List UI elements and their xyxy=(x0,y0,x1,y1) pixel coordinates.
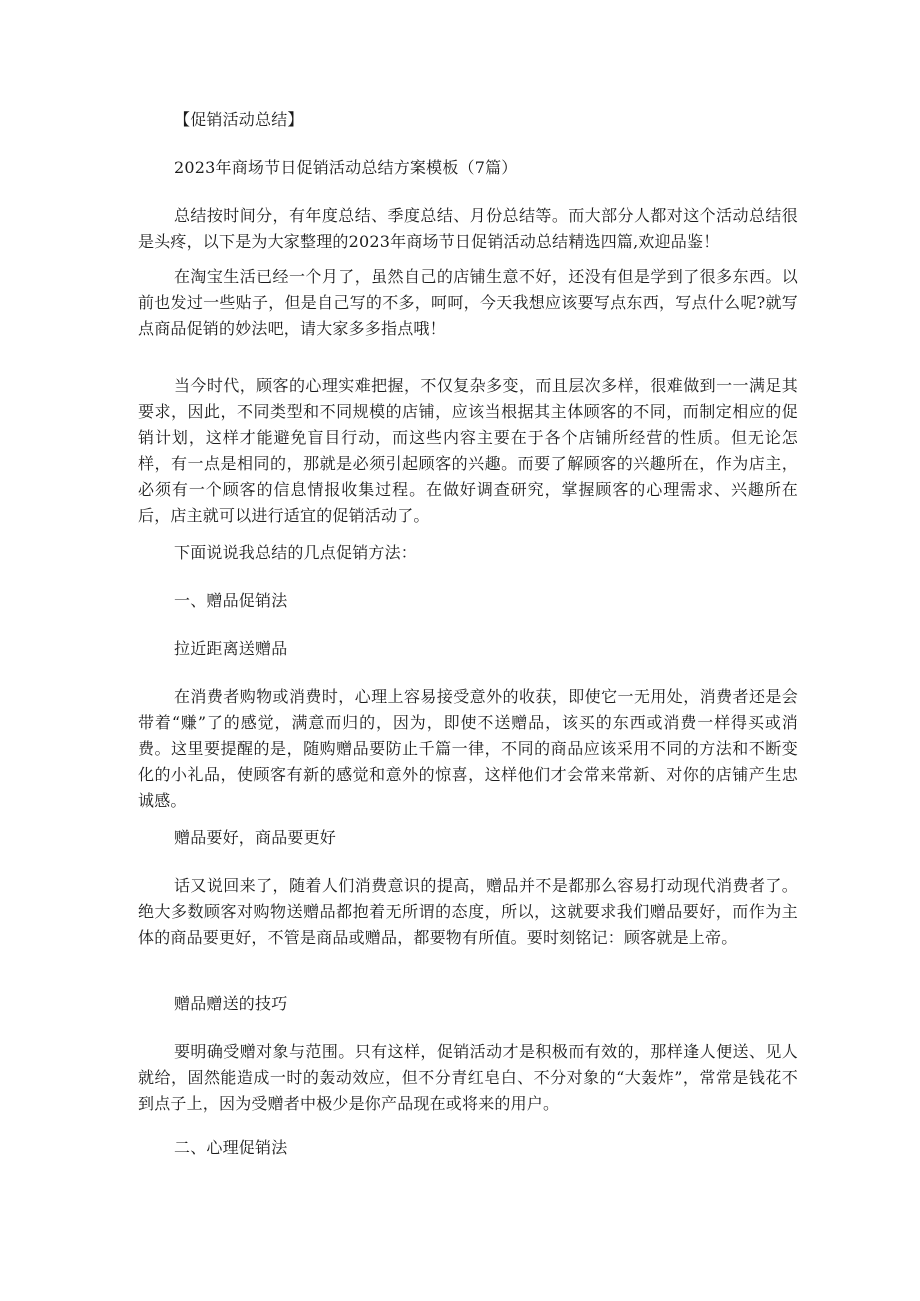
subheading-close-distance: 拉近距离送赠品 xyxy=(174,639,288,658)
section-heading-gift-promotion: 一、赠品促销法 xyxy=(174,591,288,610)
document-subtitle: 2023年商场节日促销活动总结方案模板（7篇） xyxy=(174,158,518,177)
document-heading: 【促销活动总结】 xyxy=(174,110,304,129)
subheading-gift-techniques: 赠品赠送的技巧 xyxy=(174,994,288,1013)
paragraph-value-for-money: 话又说回来了，随着人们消费意识的提高，赠品并不是都那么容易打动现代消费者了。绝大多数顾客对购物送赠品都抱着无所谓的态度，所以，这就要求我们赠品要好，而作为主体的商品要更好，不管是商品或赠品，都要物有所值。要时刻铭记：顾客就是上帝。 xyxy=(138,876,798,947)
section-heading-psychological-promotion: 二、心理促销法 xyxy=(174,1138,288,1157)
paragraph-target-recipients: 要明确受赠对象与范围。只有这样，促销活动才是积极而有效的，那样逢人便送、见人就给，固然能造成一时的轰动效应，但不分青红皂白、不分对象的“大轰炸”，常常是钱花不到点子上，因为受赠者中极少是你产品现在或将来的用户。 xyxy=(138,1042,798,1113)
paragraph-intro: 总结按时间分，有年度总结、季度总结、月份总结等。而大部分人都对这个活动总结很是头疼，以下是为大家整理的2023年商场节日促销活动总结精选四篇,欢迎品鉴！ xyxy=(138,206,798,251)
paragraph-taobao: 在淘宝生活已经一个月了，虽然自己的店铺生意不好，还没有但是学到了很多东西。以前也发过一些贴子，但是自己写的不多，呵呵，今天我想应该要写点东西，写点什么呢?就写点商品促销的妙法吧，请大家多多指点哦！ xyxy=(138,267,798,338)
paragraph-customer-psychology: 当今时代，顾客的心理实难把握，不仅复杂多变，而且层次多样，很难做到一一满足其要求，因此，不同类型和不同规模的店铺，应该当根据其主体顾客的不同，而制定相应的促销计划，这样才能避免盲目行动，而这些内容主要在于各个店铺所经营的性质。但无论怎样，有一点是相同的，那就是必须引起顾客的兴趣。而要了解顾客的兴趣所在，作为店主，必须有一个顾客的信息情报收集过程。在做好调查研究，掌握顾客的心理需求、兴趣所在后，店主就可以进行适宜的促销活动了。 xyxy=(138,376,798,525)
subheading-better-goods: 赠品要好，商品要更好 xyxy=(174,828,337,847)
paragraph-gift-surprise: 在消费者购物或消费时，心理上容易接受意外的收获，即使它一无用处，消费者还是会带着“赚”了的感觉，满意而归的，因为，即使不送赠品，该买的东西或消费一样得买或消费。这里要提醒的是，随购赠品要防止千篇一律，不同的商品应该采用不同的方法和不断变化的小礼品，使顾客有新的感觉和意外的惊喜，这样他们才会常来常新、对你的店铺产生忠诚感。 xyxy=(138,687,798,810)
paragraph-methods-intro: 下面说说我总结的几点促销方法： xyxy=(174,543,418,562)
